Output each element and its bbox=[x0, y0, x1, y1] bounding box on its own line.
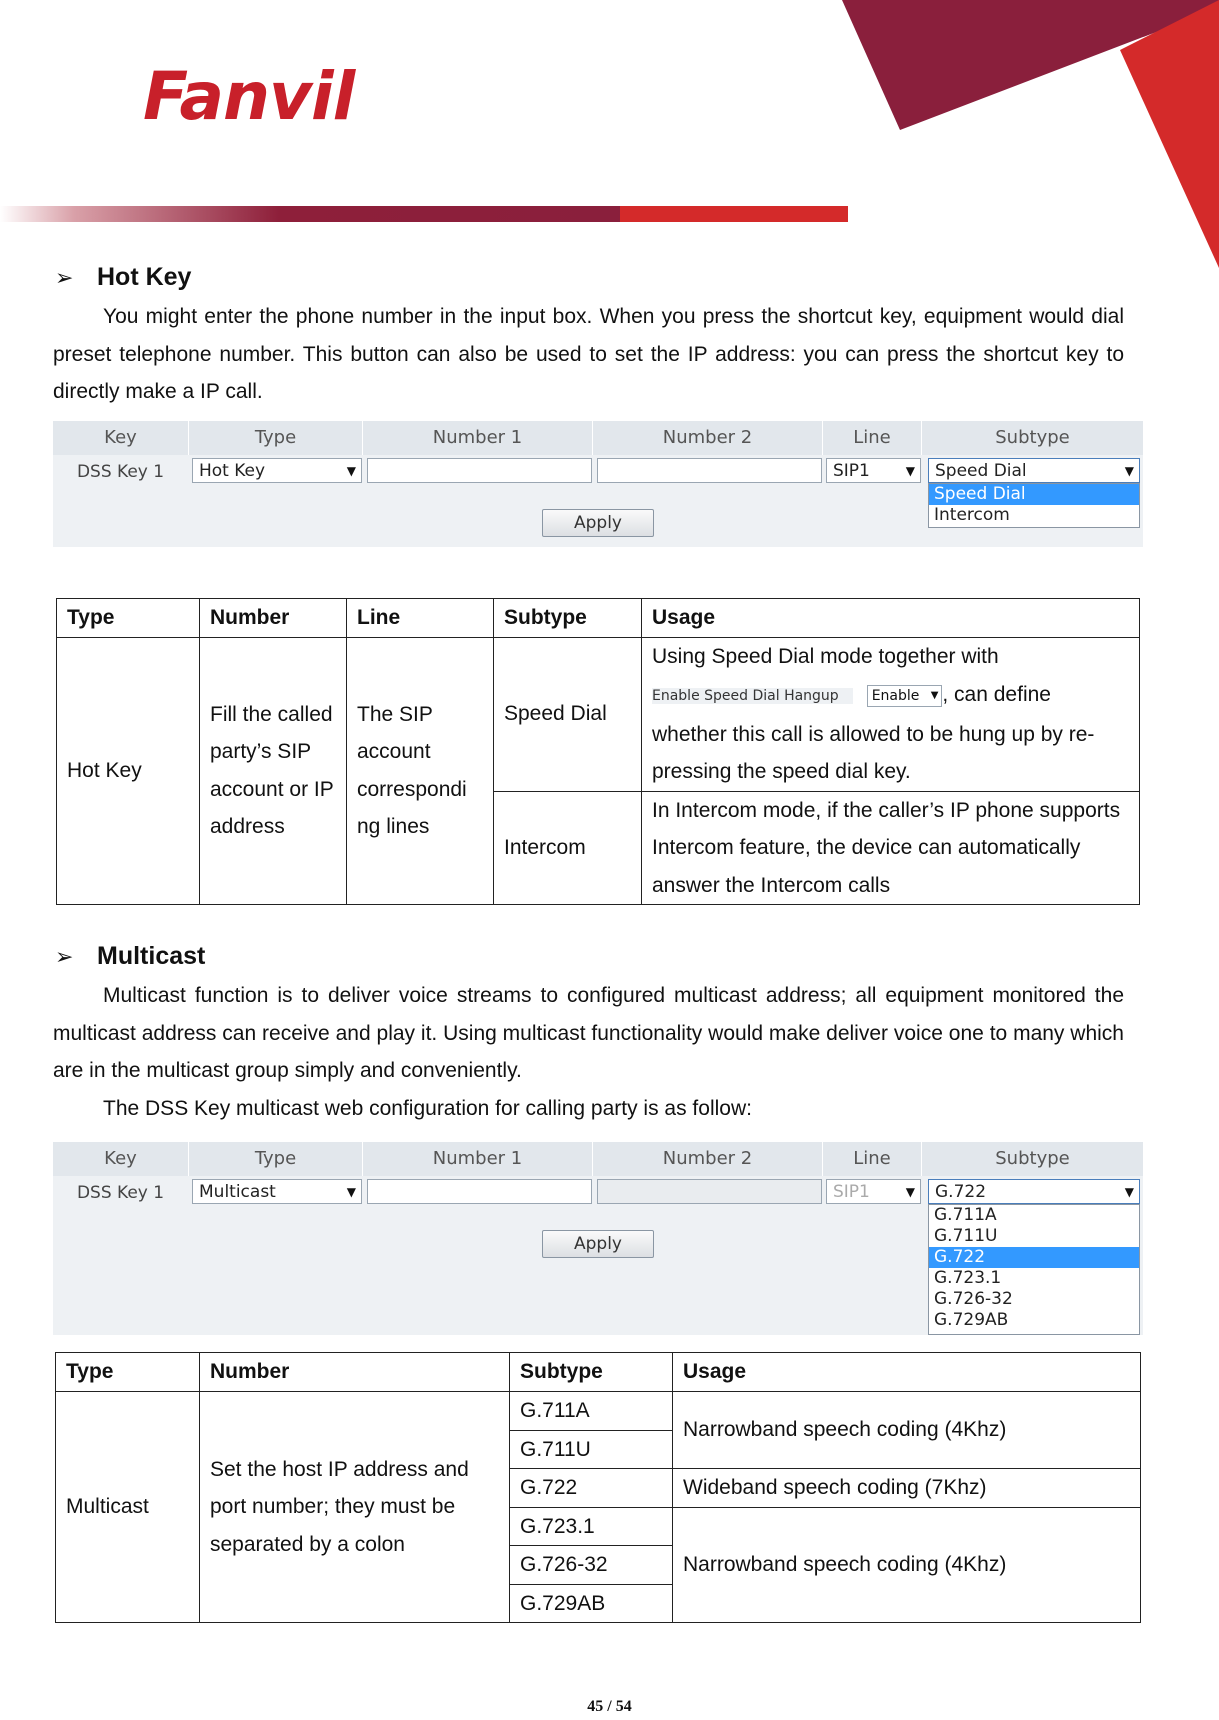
number1-input[interactable] bbox=[367, 458, 592, 483]
number2-input[interactable] bbox=[597, 458, 822, 483]
col-key: Key bbox=[53, 421, 189, 455]
col-line: Line bbox=[823, 1142, 922, 1176]
hotkey-config-panel bbox=[53, 421, 1143, 547]
multicast-heading: Multicast bbox=[97, 942, 206, 970]
cell-line: The SIP account correspondi ng lines bbox=[347, 637, 494, 905]
subtype-select[interactable] bbox=[928, 458, 1140, 483]
subtype-option[interactable]: G.729AB bbox=[934, 1310, 1009, 1330]
th-number: Number bbox=[200, 599, 347, 638]
page-number: 45 / 54 bbox=[587, 1698, 632, 1715]
type-select[interactable] bbox=[192, 1179, 362, 1204]
multicast-paragraph-2: The DSS Key multicast web configuration for calling party is as follow: bbox=[103, 1097, 752, 1120]
dropdown-arrow-icon: ▼ bbox=[1124, 1185, 1134, 1199]
widget-select-value: Enable bbox=[871, 688, 920, 704]
key-label: DSS Key 1 bbox=[76, 1183, 165, 1203]
col-type: Type bbox=[189, 421, 363, 455]
col-key: Key bbox=[53, 1142, 189, 1176]
number2-input-disabled bbox=[597, 1179, 822, 1204]
line-select-value: SIP1 bbox=[833, 461, 870, 481]
cell-usage-intercom: In Intercom mode, if the caller’s IP phone supports Intercom feature, the device can automatically answer the Intercom calls bbox=[642, 791, 1140, 905]
dropdown-arrow-icon: ▼ bbox=[346, 1185, 356, 1199]
cell-subtype: G.722 bbox=[510, 1469, 673, 1508]
cell-usage-narrowband: Narrowband speech coding (4Khz) bbox=[673, 1507, 1141, 1623]
speed-dial-hangup-widget bbox=[652, 675, 942, 716]
number1-input[interactable] bbox=[367, 1179, 592, 1204]
fanvil-logo: Fanvil bbox=[143, 58, 355, 135]
th-usage: Usage bbox=[673, 1353, 1141, 1392]
dropdown-arrow-icon: ▼ bbox=[930, 690, 939, 701]
apply-button[interactable]: Apply bbox=[542, 509, 654, 537]
header-decoration bbox=[0, 0, 1219, 280]
cell-subtype: G.711A bbox=[510, 1392, 673, 1431]
cell-usage-wideband: Wideband speech coding (7Khz) bbox=[673, 1469, 1141, 1508]
line-select[interactable] bbox=[826, 458, 921, 483]
col-number1: Number 1 bbox=[363, 421, 593, 455]
subtype-option[interactable]: Intercom bbox=[934, 505, 1010, 525]
th-type: Type bbox=[56, 1353, 200, 1392]
line-select-disabled bbox=[826, 1179, 921, 1204]
subtype-option[interactable]: G.711U bbox=[934, 1226, 998, 1246]
dropdown-arrow-icon: ▼ bbox=[1124, 464, 1134, 478]
bullet-arrow-icon: ➢ bbox=[55, 265, 74, 290]
subtype-option[interactable]: G.726-32 bbox=[934, 1289, 1013, 1309]
config-header-row bbox=[53, 421, 1143, 455]
line-select-value: SIP1 bbox=[833, 1182, 870, 1202]
dropdown-arrow-icon: ▼ bbox=[346, 464, 356, 478]
config-header-row bbox=[53, 1142, 1143, 1176]
subtype-option[interactable]: G.723.1 bbox=[934, 1268, 1002, 1288]
widget-select bbox=[867, 685, 943, 707]
header-bar-dark bbox=[0, 206, 620, 222]
cell-usage-speed-dial bbox=[642, 637, 1140, 791]
usage-text-a: Using Speed Dial mode together with bbox=[652, 644, 999, 668]
subtype-select-value: G.722 bbox=[935, 1182, 987, 1202]
cell-type: Hot Key bbox=[57, 637, 200, 905]
widget-label: Enable Speed Dial Hangup bbox=[652, 688, 853, 704]
usage-text-b: , can define whether this call is allowed to be hung up by re-pressing the speed dial key. bbox=[652, 682, 1095, 783]
th-type: Type bbox=[57, 599, 200, 638]
th-usage: Usage bbox=[642, 599, 1140, 638]
dropdown-arrow-icon: ▼ bbox=[905, 464, 915, 478]
col-number1: Number 1 bbox=[363, 1142, 593, 1176]
subtype-select-value: Speed Dial bbox=[935, 461, 1027, 481]
col-line: Line bbox=[823, 421, 922, 455]
col-type: Type bbox=[189, 1142, 363, 1176]
col-subtype: Subtype bbox=[995, 427, 1070, 448]
multicast-table bbox=[55, 1352, 1141, 1623]
cell-number: Set the host IP address and port number; they must be separated by a colon bbox=[200, 1392, 510, 1623]
th-subtype: Subtype bbox=[510, 1353, 673, 1392]
key-label: DSS Key 1 bbox=[76, 462, 165, 482]
header-bar-red bbox=[620, 206, 848, 222]
cell-number: Fill the called party’s SIP account or IP address bbox=[200, 637, 347, 905]
cell-usage-narrowband: Narrowband speech coding (4Khz) bbox=[673, 1392, 1141, 1469]
hotkey-heading: Hot Key bbox=[97, 263, 192, 291]
subtype-select[interactable] bbox=[928, 1179, 1140, 1204]
th-line: Line bbox=[347, 599, 494, 638]
dropdown-arrow-icon: ▼ bbox=[905, 1185, 915, 1199]
col-number2: Number 2 bbox=[593, 421, 823, 455]
subtype-option[interactable]: Speed Dial bbox=[929, 484, 1139, 505]
subtype-dropdown-list bbox=[928, 483, 1140, 528]
multicast-paragraph-1: Multicast function is to deliver voice streams to configured multicast address; all equipment monitored the multicast address can receive and play it. Using multicast functionality would make deliver voice one to many which are in the multicast group simply and conveniently. bbox=[53, 984, 1124, 1082]
cell-subtype: G.723.1 bbox=[510, 1507, 673, 1546]
type-select[interactable] bbox=[192, 458, 362, 483]
multicast-config-panel bbox=[53, 1142, 1143, 1335]
cell-subtype-speed-dial: Speed Dial bbox=[494, 637, 642, 791]
hotkey-paragraph: You might enter the phone number in the input box. When you press the shortcut key, equipment would dial preset telephone number. This button can also be used to set the IP address: you can press the shortcut key to directly make a IP call. bbox=[53, 305, 1124, 403]
hotkey-table bbox=[56, 598, 1140, 905]
subtype-option[interactable]: G.711A bbox=[934, 1205, 997, 1225]
header-red-ribbon bbox=[1120, 0, 1219, 268]
cell-subtype: G.711U bbox=[510, 1430, 673, 1469]
type-select-value: Hot Key bbox=[199, 461, 266, 481]
cell-subtype-intercom: Intercom bbox=[494, 791, 642, 905]
th-subtype: Subtype bbox=[494, 599, 642, 638]
apply-button[interactable]: Apply bbox=[542, 1230, 654, 1258]
cell-subtype: G.729AB bbox=[510, 1584, 673, 1623]
col-subtype: Subtype bbox=[995, 1148, 1070, 1169]
cell-type: Multicast bbox=[56, 1392, 200, 1623]
bullet-arrow-icon: ➢ bbox=[55, 944, 74, 969]
type-select-value: Multicast bbox=[199, 1182, 276, 1202]
th-number: Number bbox=[200, 1353, 510, 1392]
subtype-option[interactable]: G.722 bbox=[929, 1247, 1139, 1268]
col-number2: Number 2 bbox=[593, 1142, 823, 1176]
subtype-dropdown-list bbox=[928, 1204, 1140, 1335]
cell-subtype: G.726-32 bbox=[510, 1546, 673, 1585]
